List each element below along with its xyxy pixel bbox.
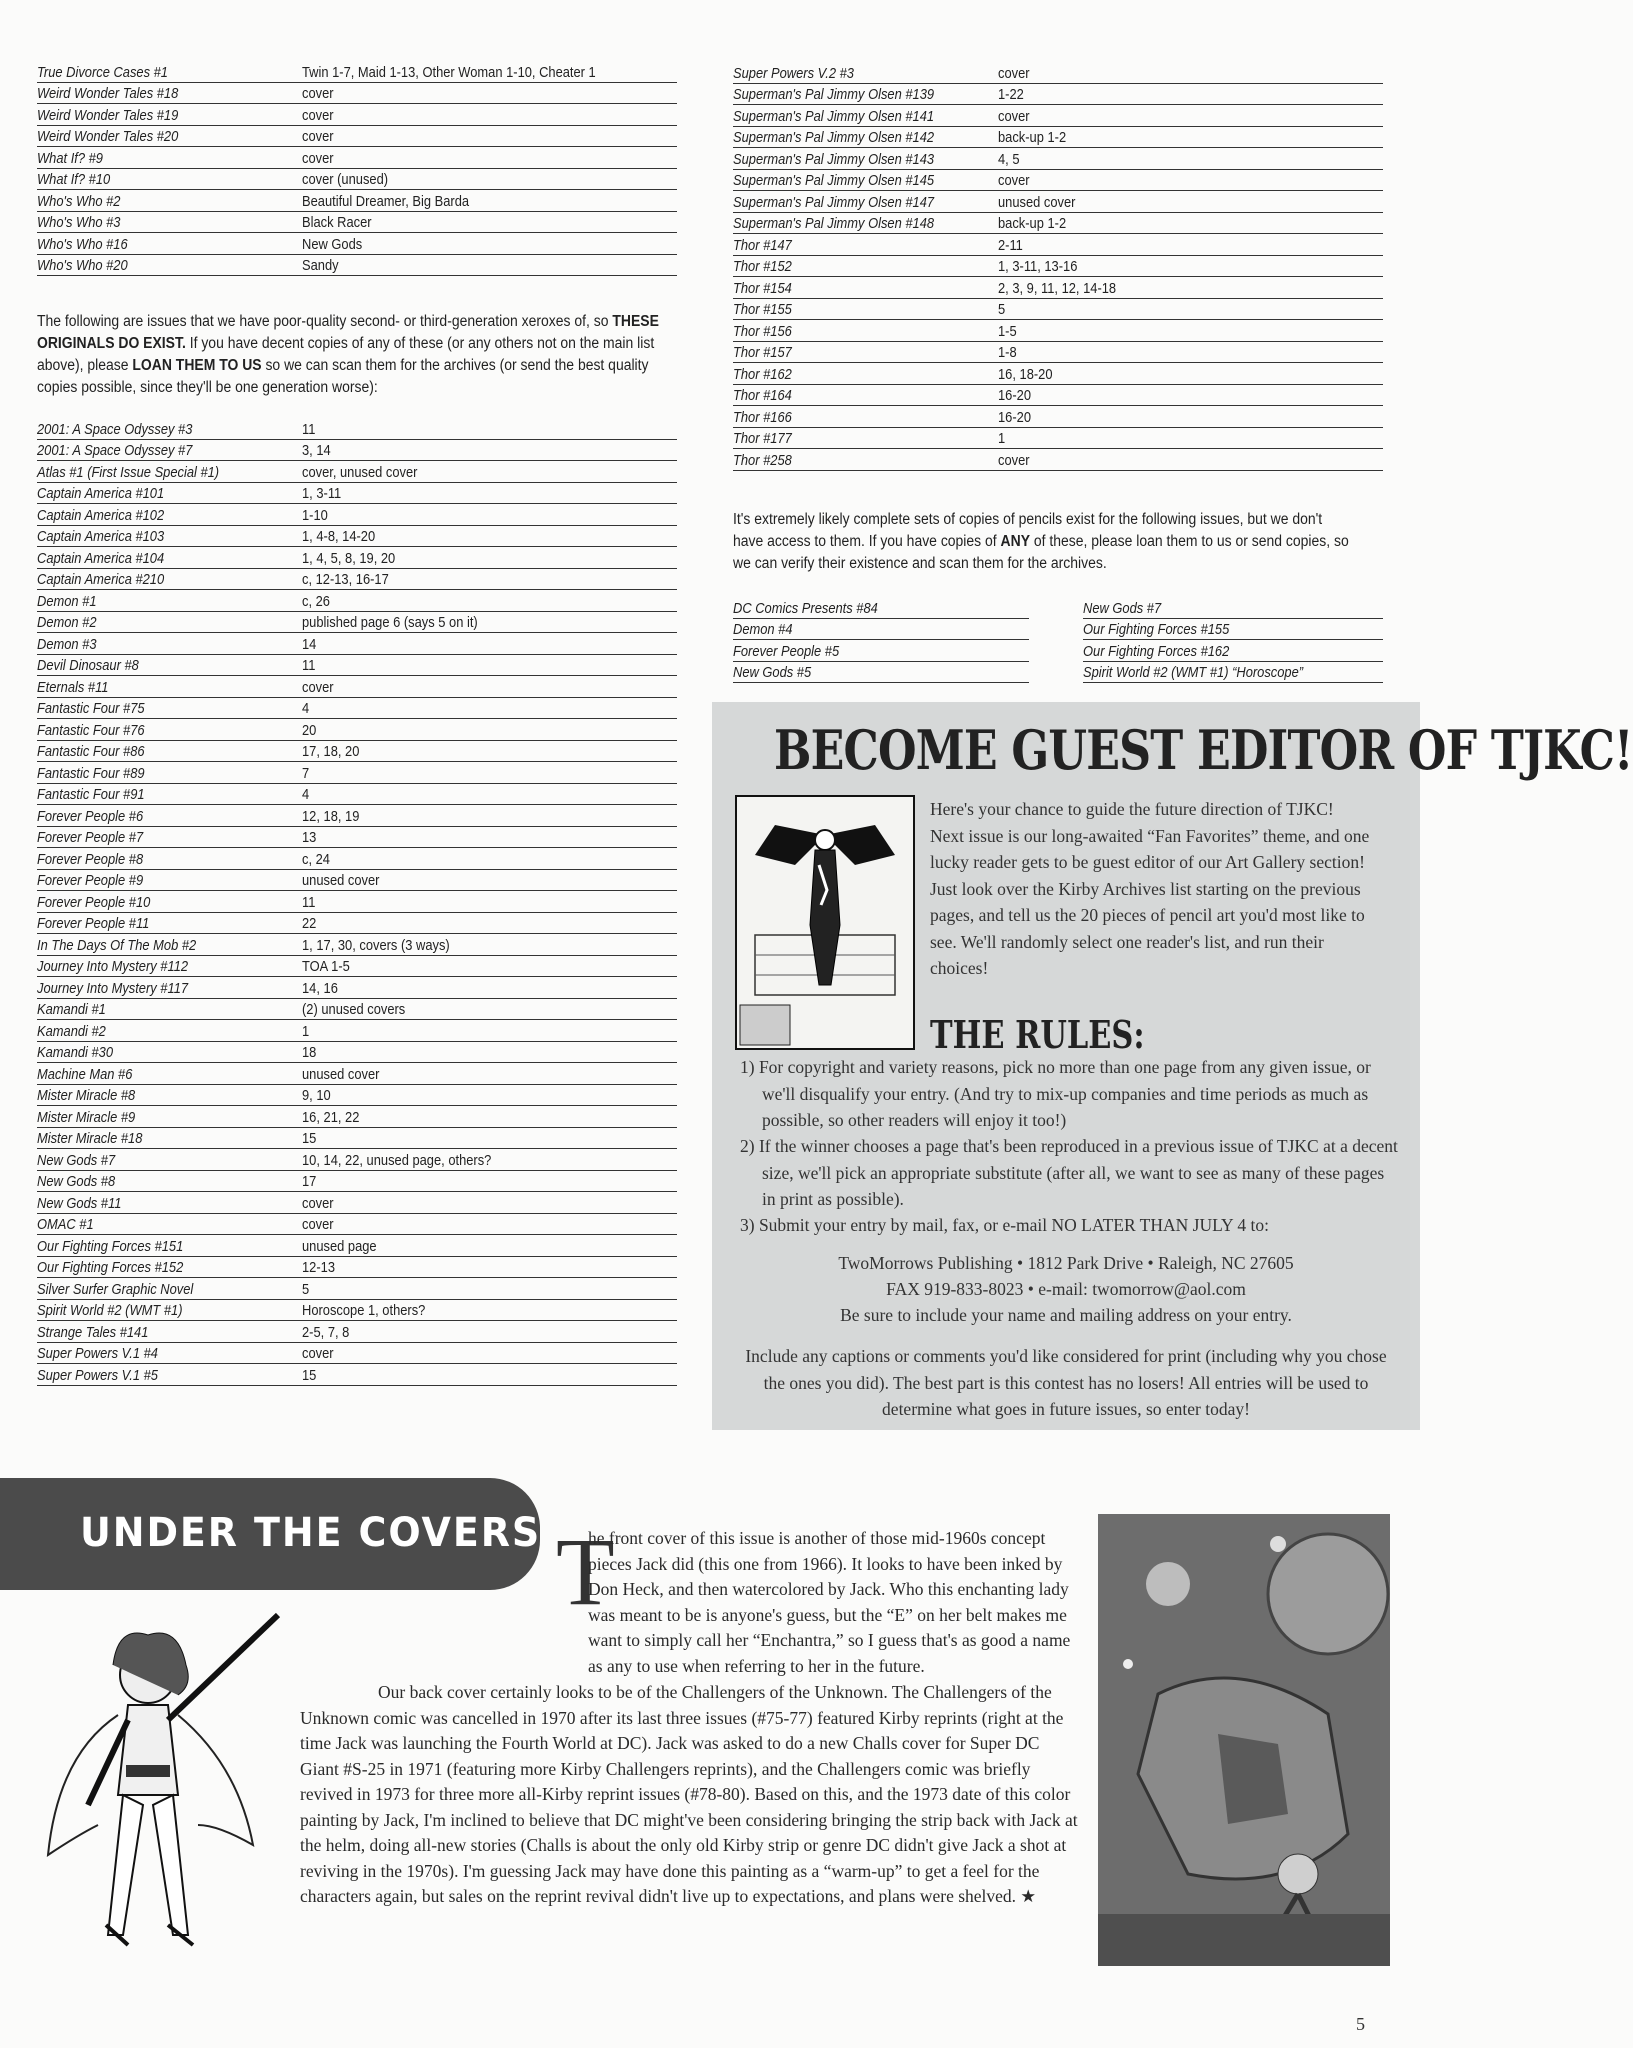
- archive-item-title: Superman's Pal Jimmy Olsen #141: [733, 107, 935, 125]
- archive-item-notes: Twin 1-7, Maid 1-13, Other Woman 1-10, Cheater 1: [302, 63, 596, 81]
- archive-item-notes: cover: [302, 106, 334, 124]
- xerox-item-title: Captain America #101: [37, 485, 165, 502]
- archive-item-notes: 5: [998, 301, 1006, 318]
- xerox-item-row: [37, 870, 677, 892]
- under-covers-para2: Our back cover certainly looks to be of the Challengers of the Unknown. The Challengers of the Unknown comic was cancelled in 1970 after its last three issues (#75-77) featured Kirby reprints (right at the time Jack was launching the Fourth World at DC). Jack was asked to do a new Challs cover for Super DC Giant #S-25 in 1971 (featuring more Kirby Challengers reprints), and the Challengers comic was briefly revived in 1973 for three more all-Kirby reprint issues (#78-80). Based on this, and the 1973 date of this color painting by Jack, I'm inclined to believe that DC might've been considering bringing the strip back with Jack at the helm, doing all-new stories (Challs is about the only old Kirby strip or genre DC didn't give Jack a shot at reviving in the 1970s). I'm guessing Jack may have done this painting as a “warm-up” to get a feel for the characters again, but sales on the reprint revival didn't live up to expectations, and plans were shelved. ★: [300, 1682, 1078, 1906]
- xerox-item-notes: 11: [302, 893, 316, 911]
- archive-item-row: [37, 126, 677, 148]
- xerox-item-row: [37, 590, 677, 612]
- xerox-item-notes: 17, 18, 20: [302, 743, 360, 760]
- left-list-top: [37, 61, 677, 276]
- xerox-item-notes: 18: [302, 1044, 317, 1061]
- rule-3: 3) Submit your entry by mail, fax, or e-mail NO LATER THAN JULY 4 to:: [740, 1215, 1270, 1235]
- xerox-note-part3: so we can scan them for the archives (or send the best quality copies possible, since they'll be one generation worse):: [37, 357, 649, 396]
- xerox-item-notes: cover: [302, 678, 334, 696]
- archive-item-title: Superman's Pal Jimmy Olsen #145: [733, 172, 935, 189]
- archive-item-row: [733, 342, 1383, 364]
- complete-note-bold: ANY: [1000, 533, 1030, 550]
- xerox-item-row: [37, 1063, 677, 1085]
- xerox-item-notes: unused cover: [302, 1065, 380, 1083]
- archive-item-notes: 1-8: [998, 344, 1017, 361]
- xerox-item-row: [37, 698, 677, 720]
- xerox-item-row: [37, 1300, 677, 1322]
- archive-item-notes: 4, 5: [998, 150, 1020, 168]
- complete-item-title: New Gods #7: [1083, 599, 1162, 617]
- xerox-item-title: Machine Man #6: [37, 1065, 133, 1083]
- xerox-item-title: In The Days Of The Mob #2: [37, 936, 197, 954]
- xerox-note-part2: If you have decent copies of any of these (or any others not on the main list above), please: [37, 335, 655, 374]
- xerox-item-title: 2001: A Space Odyssey #7: [37, 442, 193, 459]
- archive-item-row: [37, 233, 677, 255]
- complete-item-title: New Gods #5: [733, 664, 812, 681]
- drop-cap: T: [556, 1518, 615, 1625]
- xerox-item-notes: unused cover: [302, 872, 380, 889]
- xerox-item-notes: 17: [302, 1173, 317, 1190]
- archive-item-notes: cover: [998, 107, 1030, 125]
- archive-item-title: What If? #10: [37, 171, 111, 188]
- complete-item-row: [1083, 662, 1383, 684]
- archive-item-title: Thor #155: [733, 301, 792, 318]
- archive-item-row: [733, 406, 1383, 428]
- xerox-item-title: Demon #1: [37, 592, 97, 610]
- archive-item-row: [733, 191, 1383, 213]
- archive-item-notes: Black Racer: [302, 214, 372, 231]
- archive-item-title: Superman's Pal Jimmy Olsen #148: [733, 215, 935, 232]
- archive-item-row: [37, 255, 677, 277]
- xerox-item-row: [37, 1020, 677, 1042]
- archive-item-notes: cover: [998, 451, 1030, 469]
- archive-item-title: Thor #147: [733, 236, 792, 254]
- rule-2: 2) If the winner chooses a page that's been reproduced in a previous issue of TJKC at a decent size, we'll pick an appropriate substitute (after all, we want to see as many of these pages in print as possible).: [740, 1136, 1398, 1209]
- xerox-item-title: Eternals #11: [37, 678, 109, 696]
- xerox-item-row: [37, 762, 677, 784]
- xerox-item-notes: cover: [302, 1345, 334, 1362]
- xerox-item-notes: 1: [302, 1022, 310, 1040]
- xerox-note-bold1: THESE ORIGINALS DO EXIST.: [37, 313, 659, 352]
- enchantra-illustration: [28, 1595, 293, 1965]
- archive-item-notes: 1, 3-11, 13-16: [998, 258, 1078, 275]
- archive-item-notes: 1: [998, 430, 1006, 447]
- rules-title: THE RULES:: [930, 1012, 1145, 1057]
- xerox-item-title: Forever People #9: [37, 872, 144, 889]
- address-line: TwoMorrows Publishing • 1812 Park Drive • Raleigh, NC 27605: [838, 1253, 1294, 1273]
- xerox-item-title: Silver Surfer Graphic Novel: [37, 1280, 194, 1298]
- xerox-item-row: [37, 934, 677, 956]
- xerox-item-row: [37, 526, 677, 548]
- xerox-item-row: [37, 999, 677, 1021]
- xerox-item-title: OMAC #1: [37, 1216, 94, 1233]
- xerox-item-row: [37, 547, 677, 569]
- xerox-item-notes: 15: [302, 1130, 317, 1147]
- page-number: 5: [1356, 2014, 1365, 2034]
- xerox-item-row: [37, 805, 677, 827]
- xerox-item-title: Super Powers V.1 #5: [37, 1366, 158, 1384]
- xerox-item-notes: 9, 10: [302, 1087, 331, 1104]
- xerox-item-title: Fantastic Four #86: [37, 743, 145, 760]
- xerox-item-row: [37, 1278, 677, 1300]
- archive-item-notes: Beautiful Dreamer, Big Barda: [302, 192, 470, 210]
- xerox-item-title: New Gods #7: [37, 1151, 116, 1169]
- xerox-item-notes: 11: [302, 657, 316, 674]
- xerox-item-notes: c, 24: [302, 850, 330, 868]
- xerox-item-notes: 5: [302, 1280, 310, 1298]
- archive-item-notes: Sandy: [302, 257, 339, 274]
- archive-item-title: Who's Who #3: [37, 214, 121, 231]
- xerox-item-row: [37, 569, 677, 591]
- xerox-item-title: Forever People #7: [37, 829, 144, 846]
- xerox-item-title: Demon #2: [37, 614, 97, 631]
- archive-item-row: [733, 320, 1383, 342]
- xerox-item-notes: 1, 4, 5, 8, 19, 20: [302, 549, 396, 567]
- rule-1: 1) For copyright and variety reasons, pick no more than one page from any given issue, or we'll disqualify your entry. (And try to mix-up companies and time periods as much as possible, so other readers will enjoy it too!): [740, 1057, 1371, 1130]
- xerox-item-row: [37, 784, 677, 806]
- archive-item-notes: cover: [302, 149, 334, 167]
- xerox-item-row: [37, 719, 677, 741]
- xerox-item-title: Captain America #103: [37, 528, 165, 545]
- complete-item-row: [1083, 640, 1383, 662]
- archive-item-notes: New Gods: [302, 235, 363, 253]
- xerox-item-row: [37, 461, 677, 483]
- xerox-item-row: [37, 504, 677, 526]
- archive-item-notes: back-up 1-2: [998, 215, 1067, 232]
- under-covers-heading: UNDER THE COVERS: [80, 1510, 542, 1556]
- xerox-item-title: Demon #3: [37, 635, 97, 653]
- archive-item-notes: 16-20: [998, 408, 1032, 426]
- archive-item-row: [733, 148, 1383, 170]
- complete-item-title: Spirit World #2 (WMT #1) “Horoscope”: [1083, 664, 1304, 681]
- complete-item-title: Demon #4: [733, 621, 793, 638]
- archive-item-row: [733, 428, 1383, 450]
- archive-item-title: Superman's Pal Jimmy Olsen #147: [733, 193, 935, 211]
- guest-editor-intro: Here's your chance to guide the future direction of TJKC! Next issue is our long-awaited “Fan Favorites” theme, and one lucky reader gets to be guest editor of our Art Gallery section! Just look over the Kirby Archives list starting on the previous pages, and tell us the 20 pieces of pencil art you'd most like to see. We'll randomly select one reader's list, and run their choices!: [930, 799, 1370, 978]
- archive-item-row: [733, 234, 1383, 256]
- xerox-item-title: Mister Miracle #18: [37, 1130, 143, 1147]
- xerox-item-title: Captain America #104: [37, 549, 165, 567]
- xerox-item-notes: cover: [302, 1194, 334, 1212]
- xerox-item-row: [37, 612, 677, 634]
- xerox-item-title: Fantastic Four #89: [37, 764, 145, 782]
- xerox-item-title: Forever People #8: [37, 850, 144, 868]
- archive-item-title: Thor #156: [733, 322, 792, 340]
- xerox-item-row: [37, 1192, 677, 1214]
- archive-item-row: [37, 212, 677, 234]
- archive-item-row: [733, 256, 1383, 278]
- xerox-item-title: Kamandi #2: [37, 1022, 106, 1040]
- xerox-item-title: Devil Dinosaur #8: [37, 657, 139, 674]
- complete-note-part1: It's extremely likely complete sets of copies of pencils exist for the following issues, but we don't have access to them. If you have copies of: [733, 511, 1323, 550]
- complete-note: [733, 509, 1423, 575]
- xerox-item-title: Forever People #6: [37, 807, 144, 825]
- closing-text: Include any captions or comments you'd like considered for print (including why you chose the ones you did). The best part is this contest has no losers! All entries will be used to determine what goes in future issues, so enter today!: [745, 1346, 1387, 1419]
- archive-item-row: [733, 84, 1383, 106]
- xerox-item-notes: 20: [302, 721, 317, 739]
- winged-hero-illustration: [735, 795, 915, 1050]
- xerox-item-row: [37, 956, 677, 978]
- xerox-item-title: Forever People #11: [37, 915, 150, 932]
- xerox-item-notes: 2-5, 7, 8: [302, 1323, 350, 1341]
- xerox-item-row: [37, 1128, 677, 1150]
- archive-item-title: Thor #166: [733, 408, 792, 426]
- archive-item-title: Thor #162: [733, 365, 792, 383]
- xerox-item-title: New Gods #11: [37, 1194, 122, 1212]
- xerox-item-notes: 10, 14, 22, unused page, others?: [302, 1151, 492, 1169]
- xerox-item-row: [37, 1106, 677, 1128]
- xerox-item-notes: 11: [302, 420, 316, 438]
- complete-item-row: [733, 597, 1029, 619]
- xerox-item-notes: 14, 16: [302, 979, 338, 997]
- xerox-item-row: [37, 977, 677, 999]
- xerox-note-bold2: LOAN THEM TO US: [132, 357, 262, 374]
- archive-item-notes: cover: [998, 172, 1030, 189]
- xerox-item-row: [37, 1321, 677, 1343]
- archive-item-row: [733, 449, 1383, 471]
- archive-item-notes: 16-20: [998, 387, 1032, 404]
- xerox-item-row: [37, 1085, 677, 1107]
- archive-item-notes: cover: [302, 128, 334, 145]
- xerox-item-notes: 7: [302, 764, 310, 782]
- archive-item-title: Who's Who #2: [37, 192, 121, 210]
- xerox-item-title: New Gods #8: [37, 1173, 116, 1190]
- xerox-item-notes: c, 12-13, 16-17: [302, 571, 389, 588]
- xerox-item-notes: Horoscope 1, others?: [302, 1302, 426, 1319]
- archive-item-notes: 1-22: [998, 86, 1024, 103]
- under-covers-para1: [300, 1518, 1080, 1679]
- archive-item-title: Weird Wonder Tales #20: [37, 128, 179, 145]
- xerox-item-notes: 15: [302, 1366, 317, 1384]
- archive-item-title: Super Powers V.2 #3: [733, 64, 854, 82]
- archive-item-title: Thor #154: [733, 279, 792, 297]
- xerox-item-notes: 1, 17, 30, covers (3 ways): [302, 936, 450, 954]
- xerox-item-title: 2001: A Space Odyssey #3: [37, 420, 193, 438]
- complete-item-title: Forever People #5: [733, 642, 840, 660]
- xerox-item-title: Atlas #1 (First Issue Special #1): [37, 463, 220, 481]
- xerox-item-title: Mister Miracle #9: [37, 1108, 136, 1126]
- guest-editor-title: BECOME GUEST EDITOR OF TJKC!: [774, 718, 1633, 782]
- xerox-item-notes: 1, 3-11: [302, 485, 342, 502]
- xerox-item-title: Journey Into Mystery #117: [37, 979, 189, 997]
- complete-item-row: [1083, 619, 1383, 641]
- archive-item-notes: cover: [998, 64, 1030, 82]
- xerox-item-row: [37, 483, 677, 505]
- xerox-item-row: [37, 1149, 677, 1171]
- xerox-item-notes: cover, unused cover: [302, 463, 418, 481]
- xerox-item-title: Super Powers V.1 #4: [37, 1345, 158, 1362]
- archive-item-notes: unused cover: [998, 193, 1076, 211]
- xerox-item-title: Spirit World #2 (WMT #1): [37, 1302, 183, 1319]
- xerox-item-notes: (2) unused covers: [302, 1001, 406, 1018]
- archive-item-title: Thor #177: [733, 430, 792, 447]
- archive-item-row: [733, 363, 1383, 385]
- xerox-note: [37, 311, 747, 399]
- archive-item-row: [733, 170, 1383, 192]
- archive-item-title: Weird Wonder Tales #18: [37, 85, 179, 102]
- xerox-note-part1: The following are issues that we have poor-quality second- or third-generation xeroxes of, so: [37, 313, 609, 330]
- xerox-item-title: Forever People #10: [37, 893, 151, 911]
- xerox-item-notes: c, 26: [302, 592, 330, 610]
- xerox-item-row: [37, 1364, 677, 1386]
- xerox-item-row: [37, 827, 677, 849]
- archive-item-row: [733, 105, 1383, 127]
- xerox-item-notes: cover: [302, 1216, 334, 1233]
- xerox-item-notes: 16, 21, 22: [302, 1108, 360, 1126]
- xerox-item-row: [37, 913, 677, 935]
- complete-item-row: [733, 662, 1029, 684]
- xerox-item-notes: unused page: [302, 1237, 377, 1255]
- archive-item-title: Who's Who #20: [37, 257, 128, 274]
- complete-note-part2: of these, please loan them to us or send copies, so we can verify their existence and scan them for the archives.: [733, 533, 1349, 572]
- archive-item-row: [733, 299, 1383, 321]
- archive-item-title: Thor #152: [733, 258, 792, 275]
- xerox-item-notes: 1, 4-8, 14-20: [302, 528, 376, 545]
- left-list-main: [37, 418, 677, 1386]
- archive-item-notes: cover (unused): [302, 171, 389, 188]
- xerox-item-row: [37, 440, 677, 462]
- xerox-item-notes: 22: [302, 915, 317, 932]
- archive-item-notes: 16, 18-20: [998, 365, 1053, 383]
- xerox-item-title: Fantastic Four #75: [37, 700, 145, 717]
- complete-list-left: [733, 597, 1029, 683]
- archive-item-row: [733, 127, 1383, 149]
- challengers-painting: [1098, 1514, 1390, 1966]
- archive-item-row: [733, 385, 1383, 407]
- archive-item-notes: 1-5: [998, 322, 1017, 340]
- xerox-item-notes: 4: [302, 786, 310, 803]
- xerox-item-row: [37, 418, 677, 440]
- archive-item-notes: cover: [302, 85, 334, 102]
- xerox-item-title: Captain America #210: [37, 571, 165, 588]
- archive-item-notes: 2, 3, 9, 11, 12, 14-18: [998, 279, 1117, 297]
- xerox-item-notes: published page 6 (says 5 on it): [302, 614, 478, 631]
- archive-item-notes: back-up 1-2: [998, 129, 1067, 146]
- complete-item-row: [1083, 597, 1383, 619]
- xerox-item-notes: TOA 1-5: [302, 958, 350, 975]
- para1-text: he front cover of this issue is another of those mid-1960s concept pieces Jack did (this one from 1966). It looks to have been inked by Don Heck, and then watercolored by Jack. Who this enchanting lady was meant to be is anyone's guess, but the “E” on her belt makes me want to simply call her “Enchantra,” so I guess that's as good a name as any to use when referring to her in the future.: [588, 1528, 1071, 1676]
- archive-item-title: Thor #258: [733, 451, 792, 469]
- archive-item-title: Superman's Pal Jimmy Olsen #142: [733, 129, 935, 146]
- xerox-item-row: [37, 891, 677, 913]
- xerox-item-row: [37, 1042, 677, 1064]
- xerox-item-notes: 4: [302, 700, 310, 717]
- archive-item-row: [733, 213, 1383, 235]
- xerox-item-title: Our Fighting Forces #151: [37, 1237, 184, 1255]
- archive-item-row: [37, 61, 677, 83]
- xerox-item-row: [37, 741, 677, 763]
- xerox-item-title: Our Fighting Forces #152: [37, 1259, 184, 1276]
- xerox-item-row: [37, 633, 677, 655]
- right-list: [733, 62, 1383, 471]
- complete-item-title: Our Fighting Forces #155: [1083, 621, 1230, 638]
- xerox-item-title: Mister Miracle #8: [37, 1087, 136, 1104]
- contact-line: FAX 919-833-8023 • e-mail: twomorrow@aol.com: [886, 1279, 1246, 1299]
- xerox-item-title: Strange Tales #141: [37, 1323, 149, 1341]
- archive-item-title: True Divorce Cases #1: [37, 63, 168, 81]
- xerox-item-row: [37, 848, 677, 870]
- xerox-item-title: Fantastic Four #76: [37, 721, 145, 739]
- xerox-item-notes: 3, 14: [302, 442, 331, 459]
- complete-list-right: [1083, 597, 1383, 683]
- archive-item-notes: 2-11: [998, 236, 1023, 254]
- xerox-item-title: Kamandi #30: [37, 1044, 114, 1061]
- xerox-item-title: Fantastic Four #91: [37, 786, 145, 803]
- reminder-line: Be sure to include your name and mailing address on your entry.: [840, 1305, 1292, 1325]
- archive-item-title: What If? #9: [37, 149, 103, 167]
- xerox-item-title: Journey Into Mystery #112: [37, 958, 189, 975]
- archive-item-row: [733, 62, 1383, 84]
- archive-item-title: Superman's Pal Jimmy Olsen #139: [733, 86, 935, 103]
- archive-item-row: [733, 277, 1383, 299]
- xerox-item-notes: 1-10: [302, 506, 328, 524]
- xerox-item-title: Captain America #102: [37, 506, 165, 524]
- xerox-item-notes: 12-13: [302, 1259, 336, 1276]
- archive-item-row: [37, 147, 677, 169]
- archive-item-title: Superman's Pal Jimmy Olsen #143: [733, 150, 935, 168]
- xerox-item-row: [37, 1343, 677, 1365]
- xerox-item-notes: 14: [302, 635, 317, 653]
- xerox-item-notes: 13: [302, 829, 317, 846]
- xerox-item-row: [37, 1257, 677, 1279]
- archive-item-title: Who's Who #16: [37, 235, 128, 253]
- xerox-item-row: [37, 1171, 677, 1193]
- complete-item-row: [733, 619, 1029, 641]
- archive-item-row: [37, 190, 677, 212]
- xerox-item-row: [37, 1214, 677, 1236]
- xerox-item-row: [37, 1235, 677, 1257]
- archive-item-row: [37, 169, 677, 191]
- xerox-item-row: [37, 655, 677, 677]
- xerox-item-notes: 12, 18, 19: [302, 807, 360, 825]
- complete-item-title: DC Comics Presents #84: [733, 599, 878, 617]
- complete-item-row: [733, 640, 1029, 662]
- complete-item-title: Our Fighting Forces #162: [1083, 642, 1230, 660]
- archive-item-title: Thor #164: [733, 387, 792, 404]
- archive-item-row: [37, 83, 677, 105]
- archive-item-title: Weird Wonder Tales #19: [37, 106, 179, 124]
- xerox-item-row: [37, 676, 677, 698]
- xerox-item-title: Kamandi #1: [37, 1001, 106, 1018]
- archive-item-row: [37, 104, 677, 126]
- archive-item-title: Thor #157: [733, 344, 792, 361]
